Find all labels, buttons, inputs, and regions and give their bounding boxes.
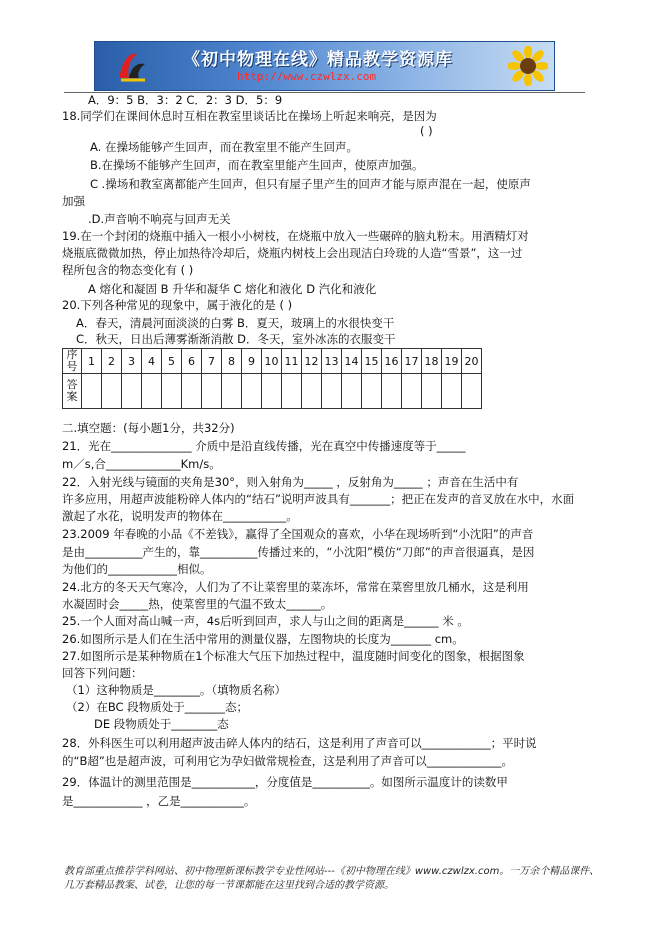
question-number-cell: 16 xyxy=(382,349,402,374)
text-line: 19.在一个封闭的烧瓶中插入一根小小树枝，在烧瓶中放入一些碾碎的脑丸粉末。用酒精灯对 xyxy=(62,229,529,243)
text-line: 24.北方的冬天天气寒冷，人们为了不让菜窖里的菜冻坏，常常在菜窖里放几桶水，这是利用 xyxy=(62,580,529,594)
answer-cell[interactable] xyxy=(462,374,482,409)
text-line: ( ) xyxy=(420,124,433,138)
text-line: 20.下列各种常见的现象中，属于液化的是 ( ) xyxy=(62,298,293,312)
text-line: 加强 xyxy=(62,194,85,208)
text-line: 21．光在______________ 介质中是沿直线传播，光在真空中传播速度等于_____ xyxy=(62,439,466,453)
text-line: .D.声音响不响亮与回声无关 xyxy=(88,212,231,226)
text-line: A．春天，清晨河面淡淡的白雾 B．夏天，玻璃上的水很快变干 xyxy=(76,316,395,330)
logo-icon xyxy=(115,48,149,84)
answer-cell[interactable] xyxy=(102,374,122,409)
text-line: 18.同学们在课间休息时互相在教室里谈话比在操场上听起来响亮，是因为 xyxy=(62,109,437,123)
answer-table-answer-label: 答案 xyxy=(63,374,82,409)
sunflower-icon xyxy=(508,46,548,86)
question-number-cell: 8 xyxy=(222,349,242,374)
text-line: （1）这种物质是________。（填物质名称） xyxy=(66,683,287,697)
text-line: 28．外科医生可以利用超声波击碎人体内的结石，这是利用了声音可以____________；平时说 xyxy=(62,736,537,750)
text-line: 回答下列问题： xyxy=(62,666,143,680)
answer-cell[interactable] xyxy=(442,374,462,409)
answer-cell[interactable] xyxy=(162,374,182,409)
text-line: 水凝固时会_____热，使菜窖里的气温不致太______。 xyxy=(62,597,333,611)
answer-cell[interactable] xyxy=(262,374,282,409)
question-number-cell: 4 xyxy=(142,349,162,374)
text-line: 25.一个人面对高山喊一声，4s后听到回声，求人与山之间的距离是______ 米 。 xyxy=(62,614,469,628)
header-banner xyxy=(94,41,555,91)
text-line: 许多应用，用超声波能粉碎人体内的“结石”说明声波具有_______；把正在发声的音叉放在水中，水面 xyxy=(62,492,575,506)
answer-cell[interactable] xyxy=(222,374,242,409)
text-line: C .操场和教室离都能产生回声，但只有屋子里产生的回声才能与原声混在一起，使原声 xyxy=(90,177,531,191)
text-line: 的“B超”也是超声波，可利用它为孕妇做常规检查，这是利用了声音可以_____________。 xyxy=(62,754,514,768)
text-line: A 熔化和凝固 B 升华和凝华 C 熔化和液化 D 汽化和液化 xyxy=(88,282,377,296)
answer-table-header-label: 序号 xyxy=(63,349,82,374)
question-number-cell: 5 xyxy=(162,349,182,374)
text-line: A．9：5 B．3：2 C．2：3 D．5：9 xyxy=(88,93,283,107)
question-number-cell: 2 xyxy=(102,349,122,374)
question-number-cell: 6 xyxy=(182,349,202,374)
text-line: 烧瓶底微微加热，停止加热待冷却后，烧瓶内树枝上会出现洁白玲珑的人造“雪景”，这一过 xyxy=(62,246,523,260)
footer-line-1: 教育部重点推荐学科网站、初中物理新课标教学专业性网站---《初中物理在线》www.czwlzx.com。一万余个精品课件、 xyxy=(64,866,600,877)
question-number-cell: 14 xyxy=(342,349,362,374)
banner-title: 《初中物理在线》精品教学资源库 xyxy=(183,50,453,70)
question-number-cell: 19 xyxy=(442,349,462,374)
text-line: 为他们的____________相似。 xyxy=(62,562,212,576)
text-line: 22．入射光线与镜面的夹角是30°，则入射角为_____ ，反射角为_____ ；声音在生活中有 xyxy=(62,475,519,489)
text-line: （2）在BC 段物质处于_______态； xyxy=(66,700,248,714)
question-number-cell: 7 xyxy=(202,349,222,374)
text-line: DE 段物质处于________态 xyxy=(94,717,229,731)
question-number-cell: 17 xyxy=(402,349,422,374)
answer-cell[interactable] xyxy=(202,374,222,409)
text-line: A. 在操场能够产生回声，而在教室里不能产生回声。 xyxy=(90,140,358,154)
text-line: 27.如图所示是某种物质在1个标准大气压下加热过程中，温度随时间变化的图象，根据图象 xyxy=(62,649,525,663)
question-number-cell: 15 xyxy=(362,349,382,374)
text-line: 激起了水花，说明发声的物体在___________。 xyxy=(62,509,298,523)
answer-cell[interactable] xyxy=(82,374,102,409)
question-number-cell: 20 xyxy=(462,349,482,374)
answer-cell[interactable] xyxy=(302,374,322,409)
answer-cell[interactable] xyxy=(342,374,362,409)
question-number-cell: 9 xyxy=(242,349,262,374)
answer-cell[interactable] xyxy=(242,374,262,409)
answer-cell[interactable] xyxy=(362,374,382,409)
text-line: C．秋天，日出后薄雾渐渐消散 D．冬天，室外冰冻的衣服变干 xyxy=(76,332,396,346)
question-number-cell: 11 xyxy=(282,349,302,374)
answer-cell[interactable] xyxy=(402,374,422,409)
text-line: 是____________ ，乙是___________。 xyxy=(62,794,256,808)
text-line: 26.如图所示是人们在生活中常用的测量仪器，左图物块的长度为_______ cm。 xyxy=(62,632,464,646)
answer-cell[interactable] xyxy=(282,374,302,409)
text-line: 29．体温计的测里范围是___________，分度值是__________。如图所示温度计的读数甲 xyxy=(62,775,508,789)
text-line: 23.2009 年春晚的小品《不差钱》，赢得了全国观众的喜欢，小华在现场听到“小沈阳”的声音 xyxy=(62,527,534,541)
text-line: 二.填空题：(每小题1分，共32分) xyxy=(62,421,235,435)
text-line: 程所包含的物态变化有 ( ) xyxy=(62,263,194,277)
question-number-cell: 12 xyxy=(302,349,322,374)
footer xyxy=(64,865,599,893)
question-number-cell: 18 xyxy=(422,349,442,374)
question-number-cell: 13 xyxy=(322,349,342,374)
text-line: 是由__________产生的，靠__________传播过来的，“小沈阳”模仿“刀郎”的声音很逼真，是因 xyxy=(62,545,535,559)
banner-url[interactable]: http://www.czwlzx.com xyxy=(237,70,377,83)
answer-cell[interactable] xyxy=(182,374,202,409)
answer-cell[interactable] xyxy=(142,374,162,409)
text-line: B.在操场不能够产生回声，而在教室里能产生回声，使原声加强。 xyxy=(90,158,424,172)
answer-cell[interactable] xyxy=(122,374,142,409)
question-number-cell: 10 xyxy=(262,349,282,374)
footer-line-2: 几万套精品教案、试卷，让您的每一节课都能在这里找到合适的教学资源。 xyxy=(64,880,394,891)
answer-cell[interactable] xyxy=(422,374,442,409)
question-number-cell: 1 xyxy=(82,349,102,374)
answer-cell[interactable] xyxy=(322,374,342,409)
question-number-cell: 3 xyxy=(122,349,142,374)
answer-table xyxy=(62,348,482,409)
answer-cell[interactable] xyxy=(382,374,402,409)
text-line: m／s,合_____________Km/s。 xyxy=(62,457,221,471)
